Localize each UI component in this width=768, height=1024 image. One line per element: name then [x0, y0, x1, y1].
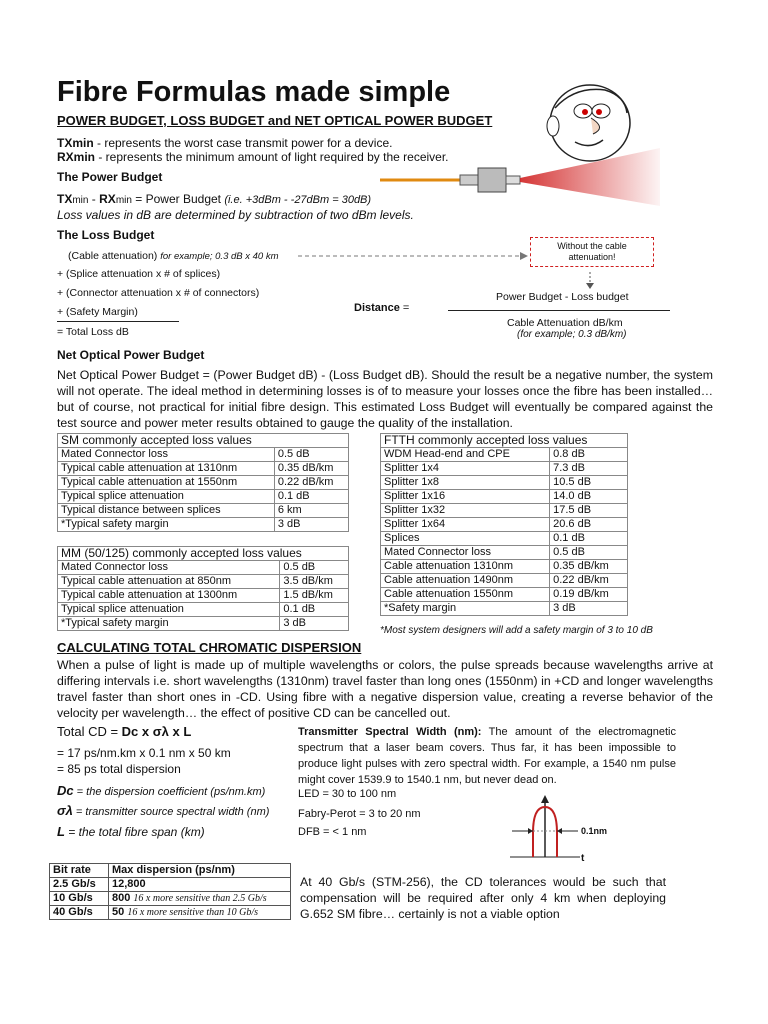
ftth-loss-table — [380, 433, 628, 616]
table-row — [381, 490, 628, 504]
table-row — [58, 603, 349, 617]
mm-row-label: Typical cable attenuation at 850nm — [58, 575, 280, 589]
tx-min-sub: min — [72, 195, 89, 206]
cd-heading: CALCULATING TOTAL CHROMATIC DISPERSION — [57, 640, 362, 655]
txmin-line — [57, 136, 392, 150]
dashed-arrow — [298, 250, 528, 262]
sm-row-label: Typical cable attenuation at 1310nm — [58, 462, 275, 476]
tsw-text: The amount of the electromagnetic spectrum that a laser beam covers. Thus far, it has been impossible to produce light pulses with zero spectral width. For example, a 1540 nm pulse might cover 1539.9 to 1540.1 nm, but never dead on. — [298, 726, 677, 786]
dispersion-value: 12,800 — [112, 878, 146, 890]
ftth-row-label: Cable attenuation 1550nm — [381, 588, 550, 602]
ftth-row-value: 20.6 dB — [550, 518, 628, 532]
ftth-row-value: 0.35 dB/km — [550, 560, 628, 574]
table-row — [58, 617, 349, 631]
sensitivity-note: 16 x more sensitive than 2.5 Gb/s — [133, 893, 267, 904]
ftth-row-label: WDM Head-end and CPE — [381, 448, 550, 462]
bitrate-cell: 10 Gb/s — [50, 892, 109, 906]
fibre-connector-illustration — [380, 140, 670, 220]
fabry-perot-value: Fabry-Perot = 3 to 20 nm — [298, 808, 421, 820]
page-subtitle: POWER BUDGET, LOSS BUDGET and NET OPTICAL POWER BUDGET — [57, 113, 493, 128]
loss-line-total: = Total Loss dB — [57, 326, 129, 338]
mm-row-value: 0.1 dB — [280, 603, 349, 617]
table-row — [381, 546, 628, 560]
tx-symbol: TX — [57, 192, 73, 206]
tsw-heading: Transmitter Spectral Width (nm): — [298, 726, 482, 738]
dc-definition — [57, 783, 265, 798]
ftth-row-value: 10.5 dB — [550, 476, 628, 490]
sm-row-value: 0.5 dB — [274, 448, 348, 462]
distance-formula-label — [354, 302, 409, 314]
sm-row-label: Typical distance between splices — [58, 504, 275, 518]
ftth-row-value: 14.0 dB — [550, 490, 628, 504]
sm-row-label: Mated Connector loss — [58, 448, 275, 462]
ftth-row-value: 3 dB — [550, 602, 628, 616]
bitrate-table — [49, 863, 291, 920]
table-row — [58, 476, 349, 490]
ftth-row-label: Cable attenuation 1490nm — [381, 574, 550, 588]
ftth-footnote: *Most system designers will add a safety margin of 3 to 10 dB — [380, 625, 653, 636]
sm-loss-table — [57, 433, 349, 532]
sm-row-label: *Typical safety margin — [58, 518, 275, 532]
ftth-table-title: FTTH commonly accepted loss values — [381, 434, 628, 448]
dfb-value: DFB = < 1 nm — [298, 826, 367, 838]
total-cd-formula — [57, 724, 191, 739]
sm-row-value: 6 km — [274, 504, 348, 518]
txmin-desc: - represents the worst case transmit power for a device. — [93, 136, 393, 150]
sm-row-label: Typical cable attenuation at 1550nm — [58, 476, 275, 490]
bitrate-header: Bit rate — [50, 864, 109, 878]
net-budget-text: Net Optical Power Budget = (Power Budget dB) - (Loss Budget dB). Should the result be a negative number, the system will not operate. The ideal method in determining losses is of to measure your losses once the fibre has been installed…but of course, not practical for initial fibre design. This estimated Loss Budget will eventually be compared against the test source and power meter results obtained to gauge the quality of the installation. — [57, 368, 713, 430]
time-axis-label: t — [581, 853, 585, 864]
sm-table-title: SM commonly accepted loss values — [58, 434, 349, 448]
distance-denominator-example: (for example; 0.3 dB/km) — [517, 329, 627, 340]
total-cd-expression: Dc x σλ x L — [121, 724, 192, 739]
sigma-definition — [57, 803, 269, 818]
ftth-row-label: Splitter 1x4 — [381, 462, 550, 476]
sigma-desc: = transmitter source spectral width (nm) — [72, 806, 270, 818]
l-desc: = the total fibre span (km) — [64, 825, 205, 839]
net-budget-heading: Net Optical Power Budget — [57, 348, 205, 362]
mm-row-value: 3.5 dB/km — [280, 575, 349, 589]
table-row — [381, 476, 628, 490]
power-budget-equals: = Power Budget — [131, 192, 225, 206]
ftth-row-label: Splitter 1x64 — [381, 518, 550, 532]
distance-denominator: Cable Attenuation dB/km — [507, 317, 623, 329]
dispersion-cell — [109, 878, 291, 892]
ftth-row-value: 0.19 dB/km — [550, 588, 628, 602]
table-row — [381, 574, 628, 588]
ftth-row-label: Splitter 1x16 — [381, 490, 550, 504]
sigma-symbol: σλ — [57, 803, 73, 818]
mm-row-value: 0.5 dB — [280, 561, 349, 575]
l-symbol: L — [57, 824, 65, 839]
without-cable-note: Without the cable attenuation! — [530, 237, 654, 267]
ftth-row-value: 0.1 dB — [550, 532, 628, 546]
ftth-row-value: 7.3 dB — [550, 462, 628, 476]
power-budget-example: (i.e. +3dBm - -27dBm = 30dB) — [224, 194, 372, 206]
table-row — [381, 504, 628, 518]
pulse-width-label: 0.1nm — [581, 826, 608, 836]
rx-min-sub: min — [115, 195, 132, 206]
ftth-row-label: Mated Connector loss — [381, 546, 550, 560]
ftth-row-value: 0.8 dB — [550, 448, 628, 462]
power-budget-formula — [57, 192, 371, 206]
tsw-paragraph — [298, 724, 676, 788]
table-row — [58, 589, 349, 603]
loss-line-safety: + (Safety Margin) — [57, 306, 138, 318]
bitrate-cell: 40 Gb/s — [50, 906, 109, 920]
table-row — [58, 561, 349, 575]
cable-example: for example; 0.3 dB x 40 km — [160, 251, 279, 262]
mm-row-label: *Typical safety margin — [58, 617, 280, 631]
mm-row-label: Typical cable attenuation at 1300nm — [58, 589, 280, 603]
rxmin-term: RXmin — [57, 150, 96, 164]
cd-calc-1: = 17 ps/nm.km x 0.1 nm x 50 km — [57, 746, 231, 760]
loss-budget-heading: The Loss Budget — [57, 228, 155, 242]
ftth-row-label: Splitter 1x32 — [381, 504, 550, 518]
ftth-row-label: Cable attenuation 1310nm — [381, 560, 550, 574]
loss-line-connector: + (Connector attenuation x # of connectors) — [57, 287, 260, 299]
dispersion-cell — [109, 906, 291, 920]
mm-row-label: Typical splice attenuation — [58, 603, 280, 617]
page-title: Fibre Formulas made simple — [57, 76, 451, 108]
table-row — [58, 518, 349, 532]
loss-line-cable — [68, 250, 279, 262]
ftth-row-value: 0.5 dB — [550, 546, 628, 560]
table-row — [58, 575, 349, 589]
dispersion-cell — [109, 892, 291, 906]
mm-table-title: MM (50/125) commonly accepted loss values — [58, 547, 349, 561]
sum-divider — [57, 321, 179, 322]
sm-row-value: 3 dB — [274, 518, 348, 532]
txmin-term: TXmin — [57, 136, 94, 150]
rxmin-desc: - represents the minimum amount of light required by the receiver. — [95, 150, 449, 164]
table-row — [381, 532, 628, 546]
table-row — [58, 490, 349, 504]
distance-label: Distance — [354, 302, 400, 314]
table-row — [381, 560, 628, 574]
bitrate-cell: 2.5 Gb/s — [50, 878, 109, 892]
power-budget-heading: The Power Budget — [57, 170, 163, 184]
table-row — [50, 906, 291, 920]
ftth-row-label: Splices — [381, 532, 550, 546]
table-row — [381, 518, 628, 532]
table-row — [50, 892, 291, 906]
cd-calc-2: = 85 ps total dispersion — [57, 762, 181, 776]
loss-line-cable-text: (Cable attenuation) — [68, 250, 158, 262]
table-row — [381, 588, 628, 602]
led-value: LED = 30 to 100 nm — [298, 788, 397, 800]
distance-equals: = — [399, 302, 410, 314]
sm-row-label: Typical splice attenuation — [58, 490, 275, 504]
sm-row-value: 0.1 dB — [274, 490, 348, 504]
power-budget-note: Loss values in dB are determined by subtraction of two dBm levels. — [57, 208, 414, 222]
table-row — [381, 462, 628, 476]
max-dispersion-header: Max dispersion (ps/nm) — [109, 864, 291, 878]
table-row — [381, 602, 628, 616]
table-row — [58, 448, 349, 462]
table-row — [58, 462, 349, 476]
sm-row-value: 0.35 dB/km — [274, 462, 348, 476]
fraction-bar — [448, 310, 670, 311]
l-definition — [57, 824, 205, 839]
sensitivity-note: 16 x more sensitive than 10 Gb/s — [127, 907, 259, 918]
ftth-row-value: 17.5 dB — [550, 504, 628, 518]
distance-numerator: Power Budget - Loss budget — [496, 291, 629, 303]
stm-paragraph: At 40 Gb/s (STM-256), the CD tolerances would be such that compensation will be required after only 4 km when deploying G.652 SM fibre… certainly is not a viable option — [300, 875, 666, 921]
cd-intro: When a pulse of light is made up of multiple wavelengths or colors, the pulse spreads because wavelengths arrive at differing intervals i.e. short wavelengths (1310nm) travel faster than long ones (1550nm) in +CD and longer wavelengths travel faster than short ones in -CD. Using fibre with a negative dispersion value, creating a reverse behavior of the velocity per wavelength… the effect of positive CD can be cancelled out. — [57, 658, 713, 720]
mm-row-value: 1.5 dB/km — [280, 589, 349, 603]
rx-symbol: RX — [99, 192, 116, 206]
loss-line-splice: + (Splice attenuation x # of splices) — [57, 268, 221, 280]
mm-loss-table — [57, 546, 349, 631]
dispersion-value: 800 — [112, 892, 131, 904]
table-header-row — [50, 864, 291, 878]
dc-desc: = the dispersion coefficient (ps/nm.km) — [73, 786, 266, 798]
mm-row-value: 3 dB — [280, 617, 349, 631]
mm-row-label: Mated Connector loss — [58, 561, 280, 575]
down-arrow-icon — [584, 272, 596, 290]
ftth-row-label: *Safety margin — [381, 602, 550, 616]
minus-sign: - — [88, 192, 100, 206]
dc-symbol: Dc — [57, 783, 74, 798]
table-row — [381, 448, 628, 462]
table-row — [58, 504, 349, 518]
ftth-row-value: 0.22 dB/km — [550, 574, 628, 588]
total-cd-label: Total CD = — [57, 724, 122, 739]
ftth-row-label: Splitter 1x8 — [381, 476, 550, 490]
table-row — [50, 878, 291, 892]
sm-row-value: 0.22 dB/km — [274, 476, 348, 490]
dispersion-value: 50 — [112, 906, 125, 918]
